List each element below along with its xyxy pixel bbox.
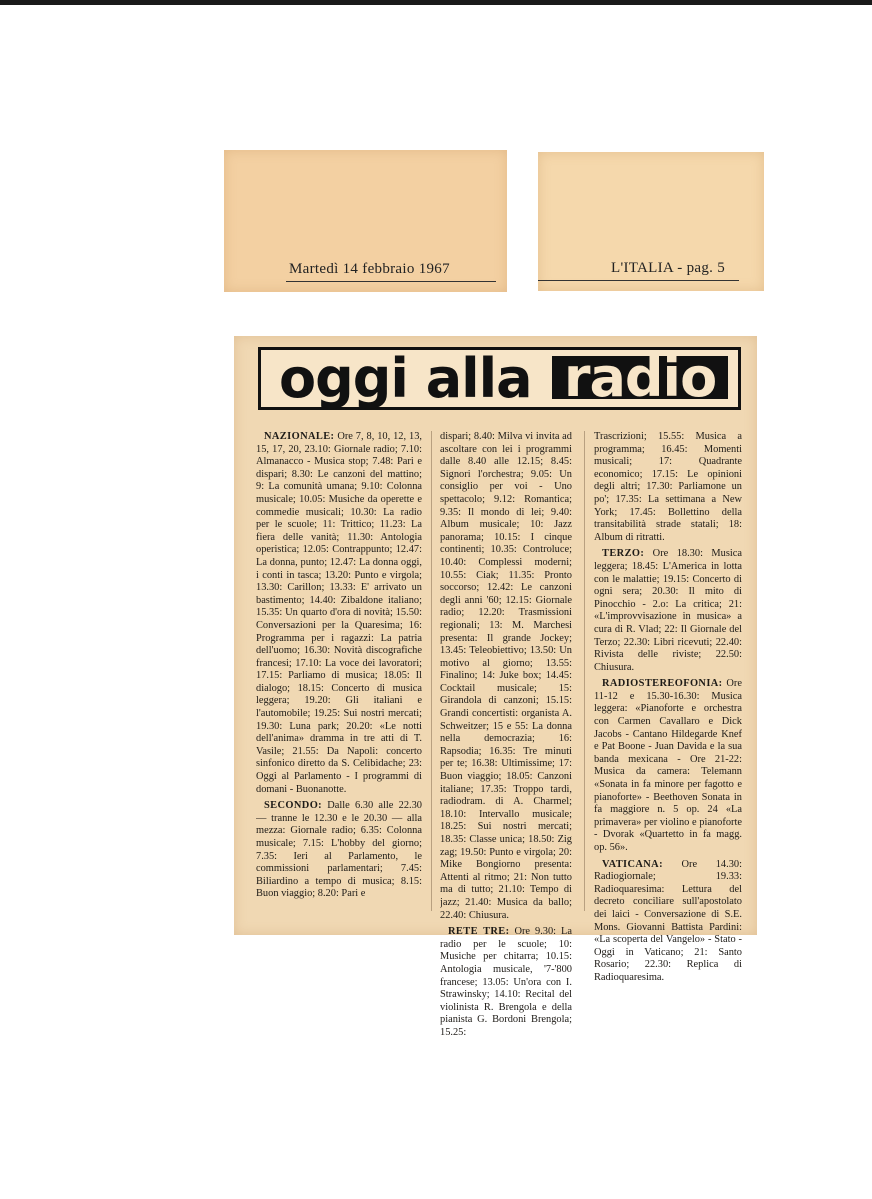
date-clipping	[224, 150, 507, 292]
rete-tre-continued	[594, 431, 742, 544]
banner-title-part1: oggi alla	[279, 347, 532, 410]
page-clipping	[538, 152, 764, 291]
date-line: Martedì 14 febbraio 1967	[289, 261, 450, 277]
nazionale-listing	[256, 431, 422, 796]
radiostereofonia-listing	[594, 678, 742, 854]
secondo-continued	[440, 431, 572, 922]
listing-column-1	[256, 431, 422, 905]
station-name: TERZO:	[602, 548, 645, 560]
station-name: NAZIONALE:	[264, 431, 335, 442]
column-divider	[431, 431, 432, 911]
paper-line: L'ITALIA - pag. 5	[611, 260, 726, 276]
paper-rule	[538, 280, 739, 281]
scan-edge	[0, 0, 872, 5]
schedule-text: dispari; 8.40: Milva vi invita ad ascoltare con lei i programmi dalle 8.40 alle 12.15; 8.45: Signori l'orchestra; 9.05: Un consiglio per voi - Uno spettacolo; 9.12: Romantica; 9.35: Il mondo di lei; 9.40: Album musicale; 10: Jazz panorama; 10.15: I cinque continenti; 10.35: Controluce; 10.40: Complessi moderni; 10.55: Ciak; 11.35: Pronto soccorso; 12.42: Le canzoni degli anni '60; 12.15: Giornale radio; 12.20: Trasmissioni regionali; 13: M. Marchesi presenta: Il grande Jockey; 13.45: Teleobiettivo; 13.50: Un motivo al giorno; 13.55: Finalino; 14: Juke box; 14.45: Cocktail musicale; 15: Girandola di canzoni; 15.15: Grandi concertisti: organista A. Schweitzer; 15 e 55: La donna nella democrazia; 16: Rapsodia; 16.35: Tre minuti per te; 16.38: Ultimissime; 17: Buon viaggio; 18.05: Canzoni italiane; 17.35: Troppo tardi, radiodram. di A. Charmel; 18.10: Intervallo musicale; 18.25: Sui nostri mercati; 18.35: Classe unica; 18.50: Zig zag; 19.50: Punto e virgola; 20: Mike Bongiorno presenta: Attenti al ritmo; 21: Non tutto ma di tutto; 21.10: Tempo di jazz; 21.40: Musica da ballo; 22.40: Chiusura.	[440, 431, 572, 921]
schedule-text: Ore 11-12 e 15.30-16.30: Musica leggera: «Pianoforte e orchestra con Carmen Cavallaro e Dick Jacobs - Cantano Hildegarde Knef e Pat Boone - Juan Davida e la sua banda mexicana - Ore 21-22: Musica da camera: Telemann «Sonata in fa minore per fagotto e pianoforte» - Beethoven Sonata in fa maggiore n. 5 op. 24 «La primavera» per violino e pianoforte - Dvorak «Quartetto in fa magg. op. 56».	[594, 678, 742, 853]
date-rule	[286, 281, 496, 282]
banner-title-part2: radio	[552, 356, 728, 399]
radio-listings-clipping	[234, 336, 757, 1038]
station-name: RETE TRE:	[448, 926, 510, 938]
terzo-listing	[594, 548, 742, 674]
section-banner	[258, 347, 741, 410]
schedule-text: Dalle 6.30 alle 22.30 — tranne le 12.30 e le 20.30 — alla mezza: Giornale radio; 6.35: Colonna musicale; 7.15: L'hobby del giorno; 7.35: Ieri al Parlamento, le commissioni parlamentari; 7.45: Biliardino a tempo di musica; 8.15: Buon viaggio; 8.20: Pari e	[256, 800, 422, 900]
station-name: RADIOSTEREOFONIA:	[602, 678, 723, 690]
schedule-text: Ore 7, 8, 10, 12, 13, 15, 17, 20, 23.10: Giornale radio; 7.10: Almanacco - Musica stop; 7.48: Pari e dispari; 8.30: Le canzoni del mattino; 9: La comunità umana; 9.10: Colonna musicale; 10.05: Musiche da operette e commedie musicali; 10.30: La radio per le scuole; 11: Trittico; 11.23: La fiera delle vanità; 11.30: Antologia operistica; 12.05: Contrappunto; 12.47: La donna, punto; 12.47: La donna oggi, i conti in tasca; 13.20: Punto e virgola; 13.30: Carillon; 13.33: E' arrivato un bastimento; 14.40: Zibaldone italiano; 15.35: Un quarto d'ora di novità; 15.50: Conversazioni per la Quaresima; 16: Programma per i ragazzi: La patria dell'uomo; 16.30: Novità discografiche francesi; 17.10: La voce dei lavoratori; 17.15: Parliamo di musica; 18.05: Il dialogo; 18.15: Concerto di musica leggera; 19.20: Gli italiani e l'automobile; 19.25: Sui nostri mercati; 19.30: Luna park; 20.20: «Le notti dell'anima» dramma in tre atti di T. Vasile; 21.55: Da Napoli: concerto sinfonico diretto da S. Celibidache; 23: Oggi al Parlamento - I programmi di domani - Buonanotte.	[256, 431, 422, 795]
schedule-text: Ore 18.30: Musica leggera; 18.45: L'America in lotta con le malattie; 19.15: Concerto di ogni sera; 20.30: Il mito di Pinocchio - 2.o: La critica; 21: «L'improvvisazione in musica» a cura di R. Vlad; 22: Il Giornale del Terzo; 22.30: Libri ricevuti; 22.40: Rivista delle riviste; 22.50: Chiusura.	[594, 548, 742, 673]
schedule-text: Trascrizioni; 15.55: Musica a programma; 16.45: Momenti musicali; 17: Quadrante economico; 17.15: Le opinioni degli altri; 17.30: Parliamone un po'; 17.35: La settimana a New York; 17.45: Bollettino della transitabilità strade statali; 18: Album di ritratti.	[594, 431, 742, 543]
listing-column-2	[440, 431, 572, 1044]
station-name: VATICANA:	[602, 858, 663, 870]
listing-column-3	[594, 431, 742, 989]
schedule-text: Ore 14.30: Radiogiornale; 19.33: Radioquaresima: Lettura del decreto conciliare sull'apostolato dei laici - Conversazione di S.E. Mons. Giovanni Battista Pardini: «La scoperta del Vangelo» - Stato - Oggi in Vaticano; 21: Santo Rosario; 22.30: Replica di Radioquaresima.	[594, 858, 742, 983]
rete-tre-listing	[440, 926, 572, 1039]
schedule-text: Ore 9.30: La radio per le scuole; 10: Musiche per chitarra; 10.15: Antologia musicale, '7-'800 francese; 13.05: Un'ora con I. Strawinsky; 14.10: Recital del violinista R. Brengola e della pianista G. Bordoni Brengola; 15.25:	[440, 926, 572, 1038]
vaticana-listing	[594, 859, 742, 985]
station-name: SECONDO:	[264, 800, 323, 812]
column-divider	[584, 431, 585, 911]
secondo-listing	[256, 800, 422, 901]
